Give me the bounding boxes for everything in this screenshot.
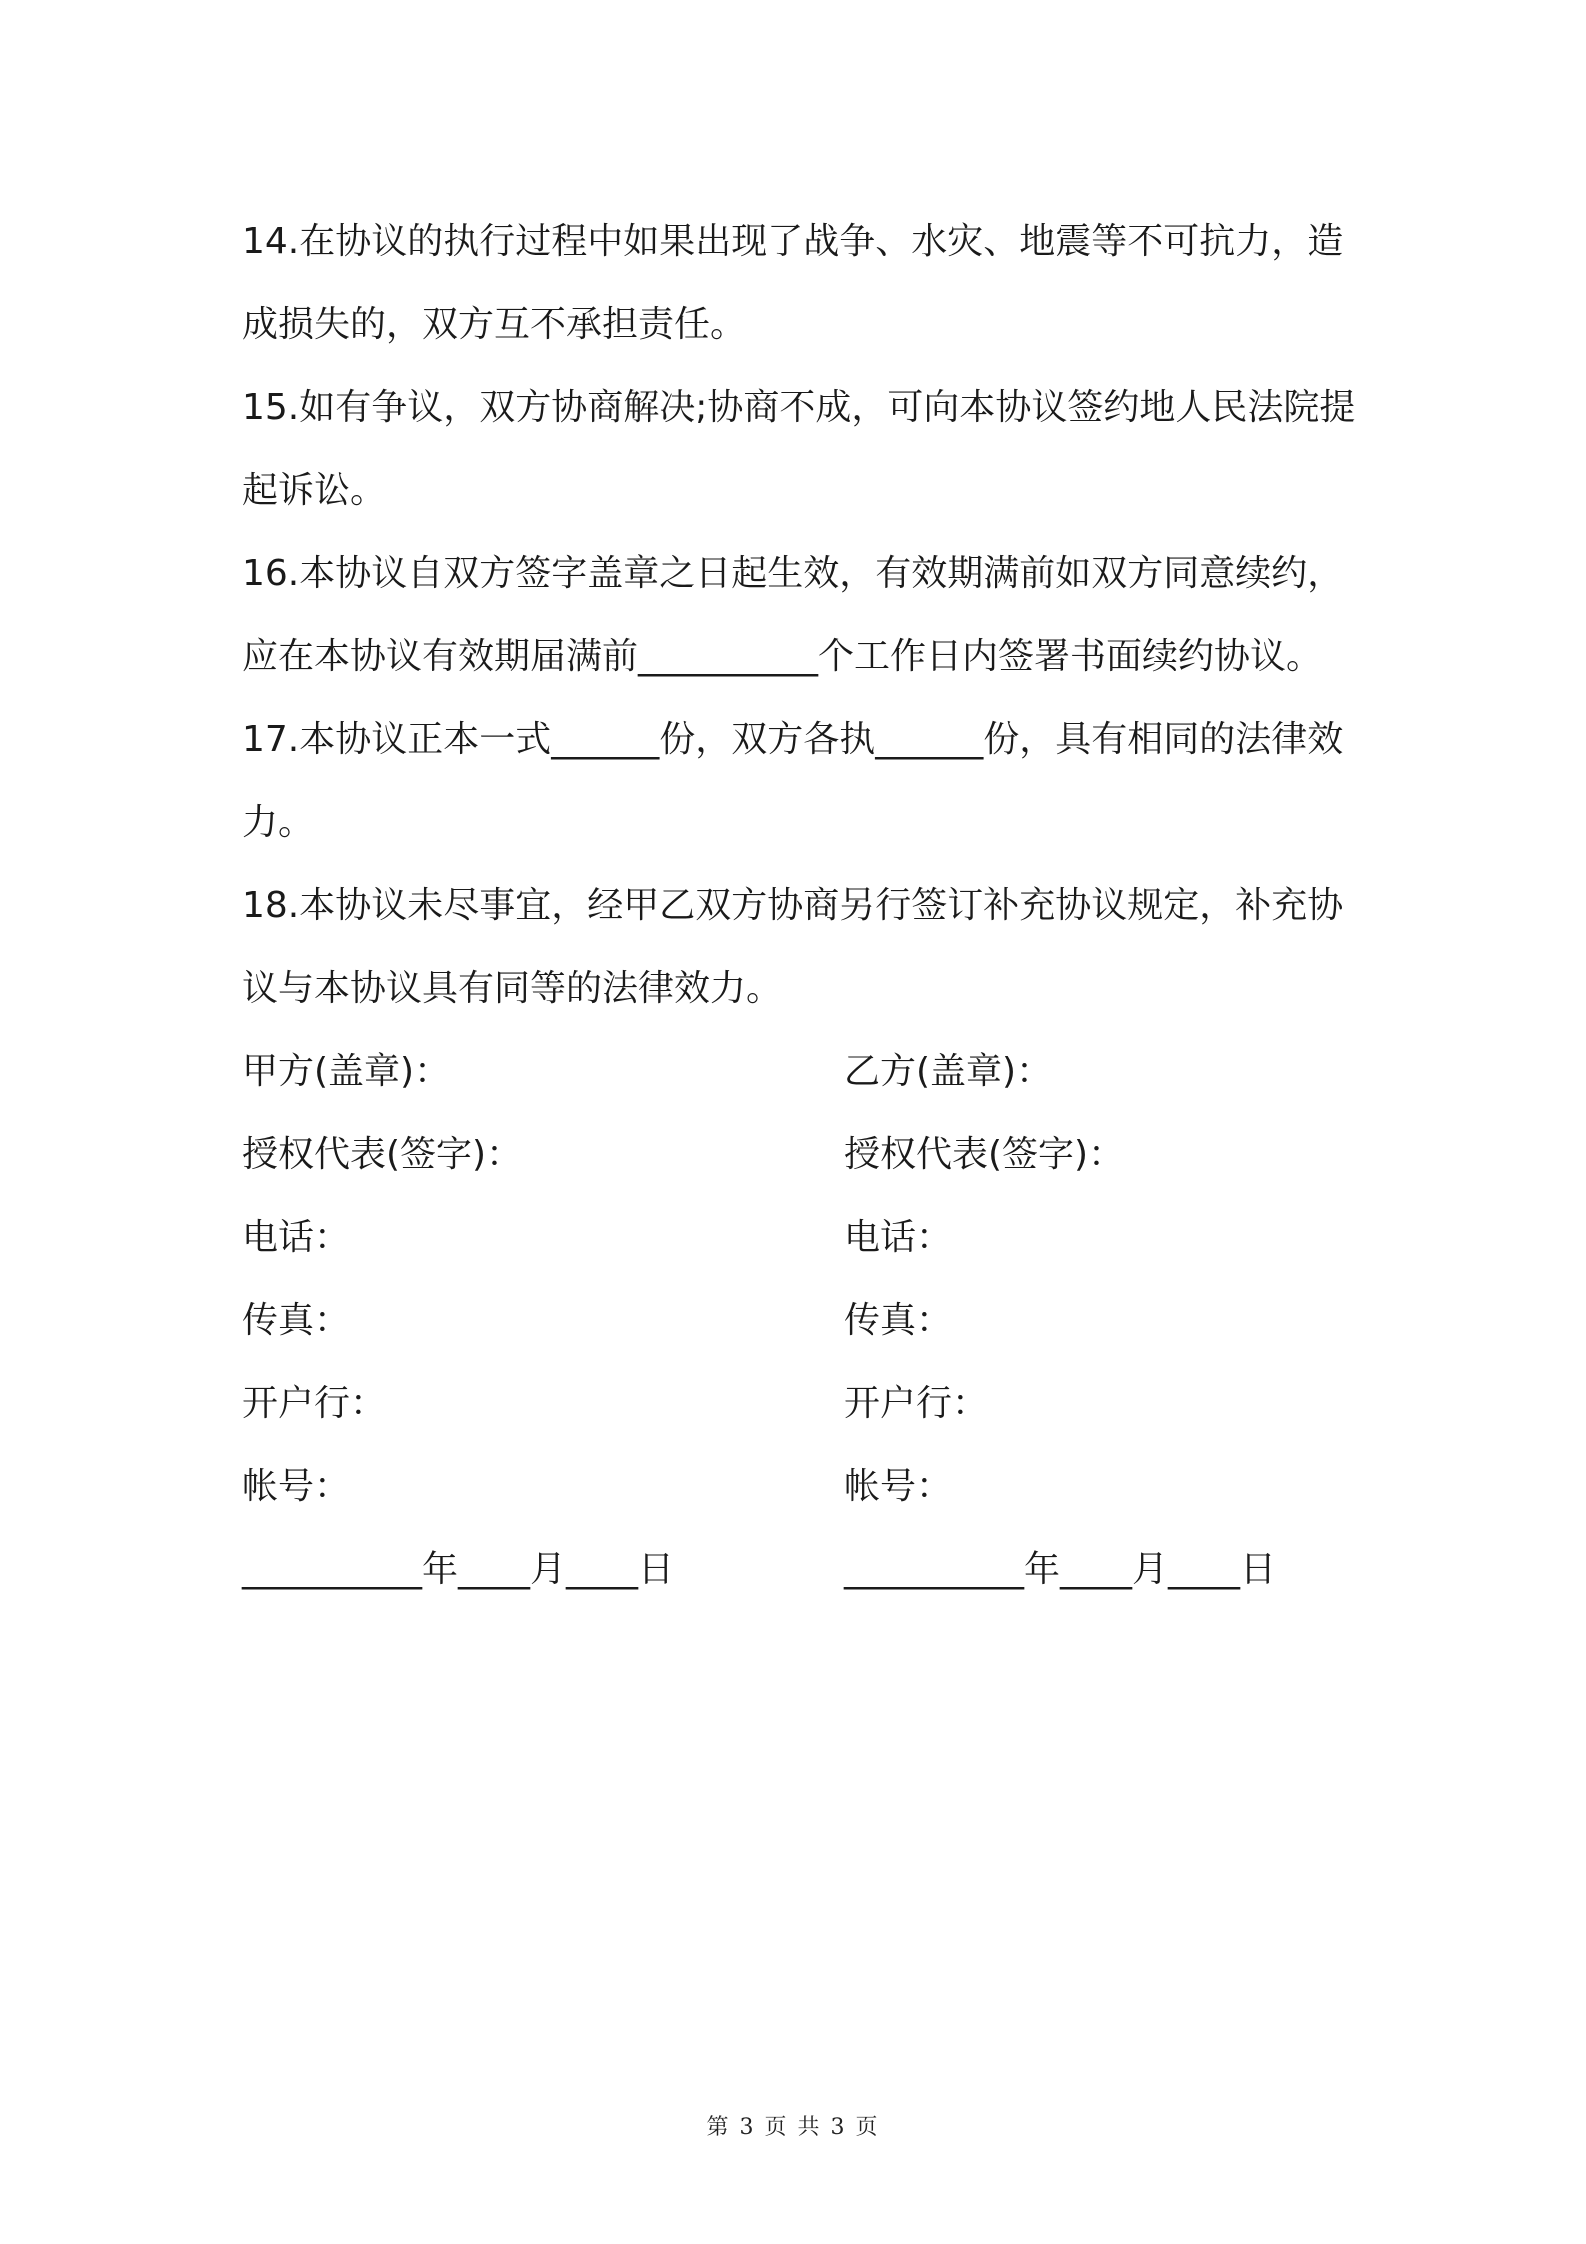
party-b-seal-label: 乙方(盖章)： bbox=[844, 1051, 1053, 1092]
clause-16: 16.本协议自双方签字盖章之日起生效，有效期满前如双方同意续约，应在本协议有效期届满前__________个工作日内签署书面续约协议。 bbox=[242, 553, 1344, 677]
party-b-account-label: 帐号： bbox=[844, 1466, 953, 1507]
phone-row bbox=[242, 1196, 1362, 1279]
clause-18: 18.本协议未尽事宜，经甲乙双方协商另行签订补充协议规定，补充协议与本协议具有同等的法律效力。 bbox=[242, 885, 1344, 1009]
clause-list bbox=[242, 200, 1362, 1030]
party-a-account-label: 帐号： bbox=[242, 1466, 351, 1507]
party-a-date-line: __________年____月____日 bbox=[242, 1549, 674, 1590]
page-footer: 第 3 页 共 3 页 bbox=[706, 2115, 880, 2140]
party-b-fax-label: 传真： bbox=[844, 1300, 953, 1341]
party-b-phone-label: 电话： bbox=[844, 1217, 953, 1258]
account-row bbox=[242, 1445, 1362, 1528]
signature-block bbox=[242, 1030, 1362, 1611]
party-a-representative-label: 授权代表(签字)： bbox=[242, 1134, 523, 1175]
party-a-bank-label: 开户行： bbox=[242, 1383, 387, 1424]
party-a-fax-label: 传真： bbox=[242, 1300, 351, 1341]
party-b-bank-label: 开户行： bbox=[844, 1383, 989, 1424]
date-row bbox=[242, 1528, 1362, 1611]
clause-14: 14.在协议的执行过程中如果出现了战争、水灾、地震等不可抗力，造成损失的，双方互不承担责任。 bbox=[242, 221, 1344, 345]
bank-row bbox=[242, 1362, 1362, 1445]
fax-row bbox=[242, 1279, 1362, 1362]
party-a-phone-label: 电话： bbox=[242, 1217, 351, 1258]
seal-row bbox=[242, 1030, 1362, 1113]
party-a-seal-label: 甲方(盖章)： bbox=[242, 1051, 451, 1092]
clause-15: 15.如有争议，双方协商解决;协商不成，可向本协议签约地人民法院提起诉讼。 bbox=[242, 387, 1356, 511]
clause-17: 17.本协议正本一式______份，双方各执______份，具有相同的法律效力。 bbox=[242, 719, 1344, 843]
representative-row bbox=[242, 1113, 1362, 1196]
party-b-date-line: __________年____月____日 bbox=[844, 1549, 1276, 1590]
party-b-representative-label: 授权代表(签字)： bbox=[844, 1134, 1125, 1175]
